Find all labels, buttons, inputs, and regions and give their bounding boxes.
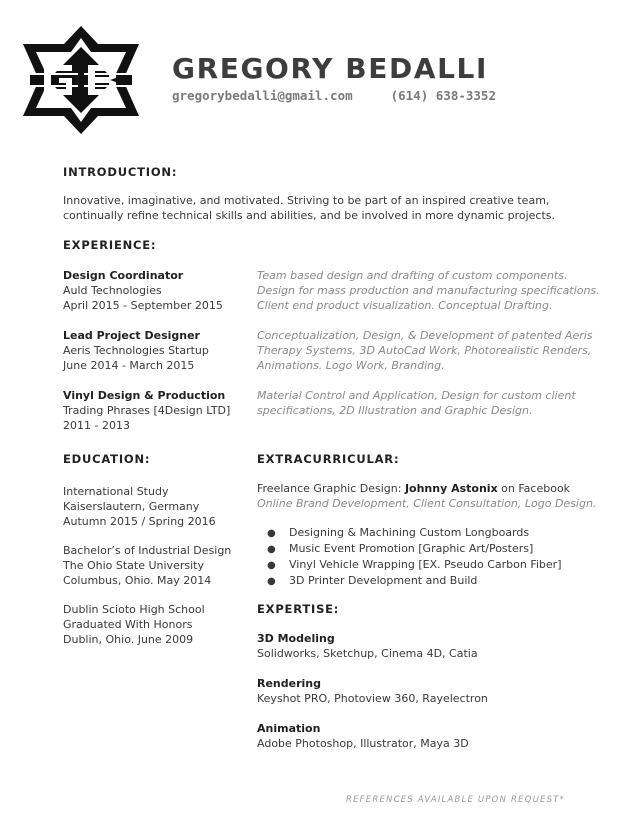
job-company: Aeris Technologies Startup (63, 344, 209, 357)
job-description-line: Conceptualization, Design, & Development of patented Aeris (257, 329, 593, 342)
gb-monogram-star-logo (22, 25, 140, 135)
job-company: Auld Technologies (63, 284, 162, 297)
expertise-group (257, 631, 478, 661)
education-line: The Ohio State University (63, 559, 204, 572)
phone-number: (614) 638-3352 (390, 88, 496, 103)
expertise-items: Adobe Photoshop, Illustrator, Maya 3D (257, 737, 469, 750)
candidate-name: GREGORY BEDALLI (172, 52, 488, 85)
list-item (257, 573, 562, 589)
introduction-text (63, 193, 555, 223)
job-description-line: Therapy Systems, 3D AutoCad Work, Photorealistic Renders, (257, 344, 592, 357)
expertise-items: Keyshot PRO, Photoview 360, Rayelectron (257, 692, 488, 705)
extracurricular-heading: EXTRACURRICULAR: (257, 452, 400, 466)
job-2-description (257, 328, 593, 373)
job-description-line: specifications, 2D Illustration and Graphic Design. (257, 404, 533, 417)
expertise-title: Animation (257, 722, 321, 735)
job-description-line: Material Control and Application, Design for custom client (257, 389, 576, 402)
education-line: Graduated With Honors (63, 618, 193, 631)
expertise-title: 3D Modeling (257, 632, 335, 645)
bullet-icon: ● (267, 544, 276, 555)
job-1-description (257, 268, 600, 313)
job-dates: 2011 - 2013 (63, 419, 130, 432)
list-item-text: 3D Printer Development and Build (289, 574, 478, 587)
expertise-heading: EXPERTISE: (257, 602, 340, 616)
list-item-text: Music Event Promotion [Graphic Art/Posters] (289, 542, 534, 555)
job-title: Vinyl Design & Production (63, 389, 226, 402)
education-entry (63, 602, 205, 647)
job-3 (63, 388, 230, 433)
contact-line (172, 88, 496, 103)
education-line: Dublin Scioto High School (63, 603, 205, 616)
job-title: Design Coordinator (63, 269, 184, 282)
expertise-items: Solidworks, Sketchup, Cinema 4D, Catia (257, 647, 478, 660)
freelance-suffix: on Facebook (497, 482, 571, 495)
education-entry (63, 484, 216, 529)
freelance-detail: Online Brand Development, Client Consultation, Logo Design. (257, 497, 597, 510)
education-line: Dublin, Ohio. June 2009 (63, 633, 194, 646)
expertise-group (257, 721, 469, 751)
email-address: gregorybedalli@gmail.com (172, 88, 353, 103)
list-item-text: Designing & Machining Custom Longboards (289, 526, 530, 539)
education-entry (63, 543, 231, 588)
job-description-line: Design for mass production and manufacturing specifications. (257, 284, 600, 297)
job-description-line: Animations. Logo Work, Branding. (257, 359, 445, 372)
expertise-group (257, 676, 488, 706)
job-dates: June 2014 - March 2015 (63, 359, 195, 372)
list-item (257, 557, 562, 573)
bullet-icon: ● (267, 576, 276, 587)
introduction-heading: INTRODUCTION: (63, 165, 178, 179)
list-item-text: Vinyl Vehicle Wrapping [EX. Pseudo Carbon Fiber] (289, 558, 562, 571)
job-2 (63, 328, 209, 373)
introduction-line: continually refine technical skills and abilities, and be involved in more dynamic projects. (63, 209, 556, 222)
extracurricular-list (257, 525, 562, 589)
job-description-line: Client end product visualization. Conceptual Drafting. (257, 299, 553, 312)
freelance-line (257, 481, 570, 496)
education-line: Kaiserslautern, Germany (63, 500, 200, 513)
job-dates: April 2015 - September 2015 (63, 299, 223, 312)
job-3-description (257, 388, 576, 418)
list-item (257, 541, 562, 557)
education-line: International Study (63, 485, 169, 498)
bullet-icon: ● (267, 528, 276, 539)
education-heading: EDUCATION: (63, 452, 151, 466)
job-description-line: Team based design and drafting of custom components. (257, 269, 568, 282)
job-title: Lead Project Designer (63, 329, 200, 342)
experience-heading: EXPERIENCE: (63, 238, 157, 252)
job-company: Trading Phrases [4Design LTD] (63, 404, 231, 417)
education-line: Columbus, Ohio. May 2014 (63, 574, 212, 587)
education-line: Bachelor’s of Industrial Design (63, 544, 232, 557)
references-note: REFERENCES AVAILABLE UPON REQUEST* (346, 795, 566, 805)
list-item (257, 525, 562, 541)
freelance-prefix: Freelance Graphic Design: (257, 482, 405, 495)
freelance-name: Johnny Astonix (404, 482, 498, 495)
introduction-line: Innovative, imaginative, and motivated. Striving to be part of an inspired creative team, (63, 194, 550, 207)
education-line: Autumn 2015 / Spring 2016 (63, 515, 216, 528)
bullet-icon: ● (267, 560, 276, 571)
expertise-title: Rendering (257, 677, 321, 690)
job-1 (63, 268, 223, 313)
